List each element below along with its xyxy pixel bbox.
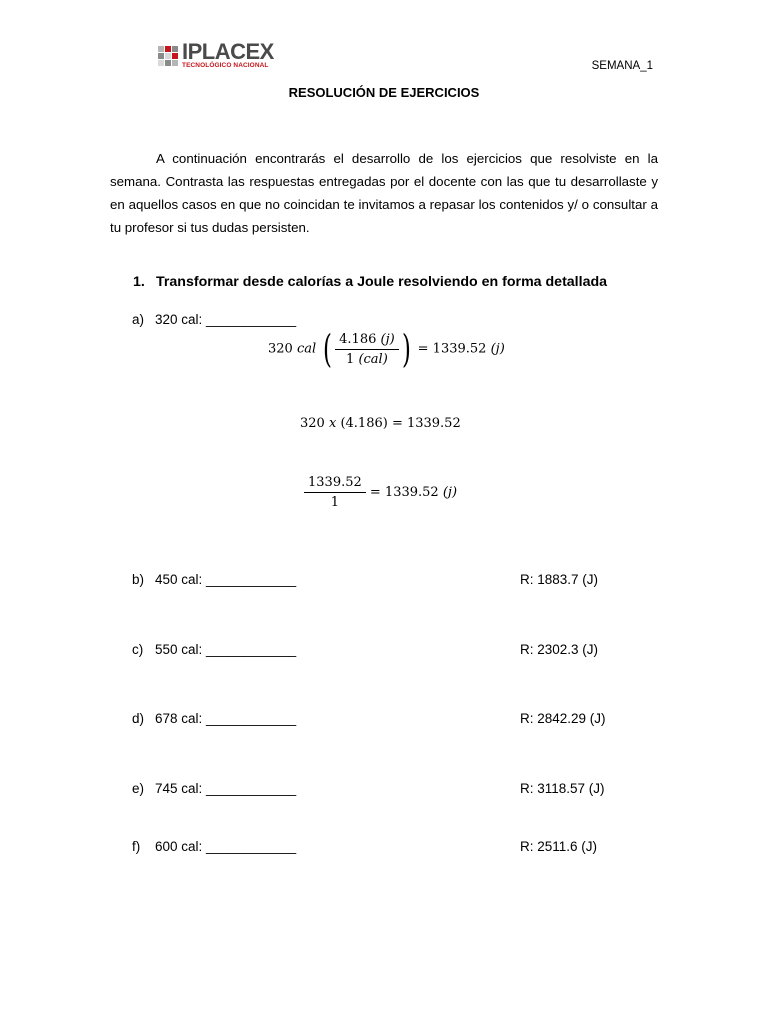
item-text: 600 cal: ____________ [155,839,297,854]
eq1-lhs-unit: cal [296,341,317,357]
equation-2 [300,416,461,431]
answer-f: R: 2511.6 (J) [520,839,598,854]
item-label: d) [132,711,145,726]
logo-text: IPLACEX [182,39,274,64]
item-a-text: 320 cal: ____________ [155,312,297,327]
item-c [132,642,296,657]
equation-3 [304,474,457,511]
item-b [132,572,296,587]
eq1-result: = 1339.52 [417,341,487,357]
left-paren: ( [323,327,333,371]
item-text: 678 cal: ____________ [155,711,297,726]
equation-1 [268,327,505,371]
item-text: 450 cal: ____________ [155,572,297,587]
question-1 [133,274,607,290]
page-title: RESOLUCIÓN DE EJERCICIOS [288,85,480,100]
item-text: 745 cal: ____________ [155,781,297,796]
item-label: c) [132,642,144,657]
eq1-lhs: 320 [268,341,293,357]
week-label: SEMANA_1 [591,60,653,72]
eq1-den-value: 1 [346,351,355,367]
eq2-right: (4.186) = 1339.52 [340,416,461,431]
eq3-fraction [304,474,366,511]
intro-paragraph: A continuación encontrarás el desarrollo de los ejercicios que resolviste en la semana. Contrasta las respuestas entregadas por el docente con las que tu desarrollaste y en aquellos casos en que no coincidan te invitamos a repasar los contenidos y/ o consultar a tu profesor si tus dudas persisten. [110,151,658,235]
item-e [132,781,296,796]
eq1-den-unit: (cal) [358,351,388,367]
eq3-numerator: 1339.52 [304,474,366,493]
logo-squares-icon [158,44,180,70]
answer-e: R: 3118.57 (J) [520,781,605,796]
logo-subtitle: TECNOLÓGICO NACIONAL [182,62,269,69]
answer-b: R: 1883.7 (J) [520,572,599,587]
item-label: f) [132,839,141,854]
eq3-result: = 1339.52 [369,485,439,500]
eq1-num-value: 4.186 [339,331,377,347]
eq3-denominator: 1 [330,495,340,510]
item-text: 550 cal: ____________ [155,642,297,657]
item-label: b) [132,572,145,587]
question-1-number: 1. [133,274,145,290]
eq2-left: 320 [300,416,325,431]
item-label: e) [132,781,145,796]
item-d [132,711,296,726]
eq1-fraction [335,331,399,368]
question-1-text: Transformar desde calorías a Joule resolviendo en forma detallada [156,274,608,290]
eq1-num-unit: (j) [380,331,395,347]
eq1-result-unit: (j) [490,341,505,357]
right-paren: ) [401,327,411,371]
item-a-label: a) [132,312,145,327]
answer-d: R: 2842.29 (J) [520,711,606,726]
item-f [132,839,296,854]
answer-c: R: 2302.3 (J) [520,642,599,657]
eq2-op: x [328,416,337,431]
item-a [132,312,296,327]
eq3-result-unit: (j) [442,485,458,500]
